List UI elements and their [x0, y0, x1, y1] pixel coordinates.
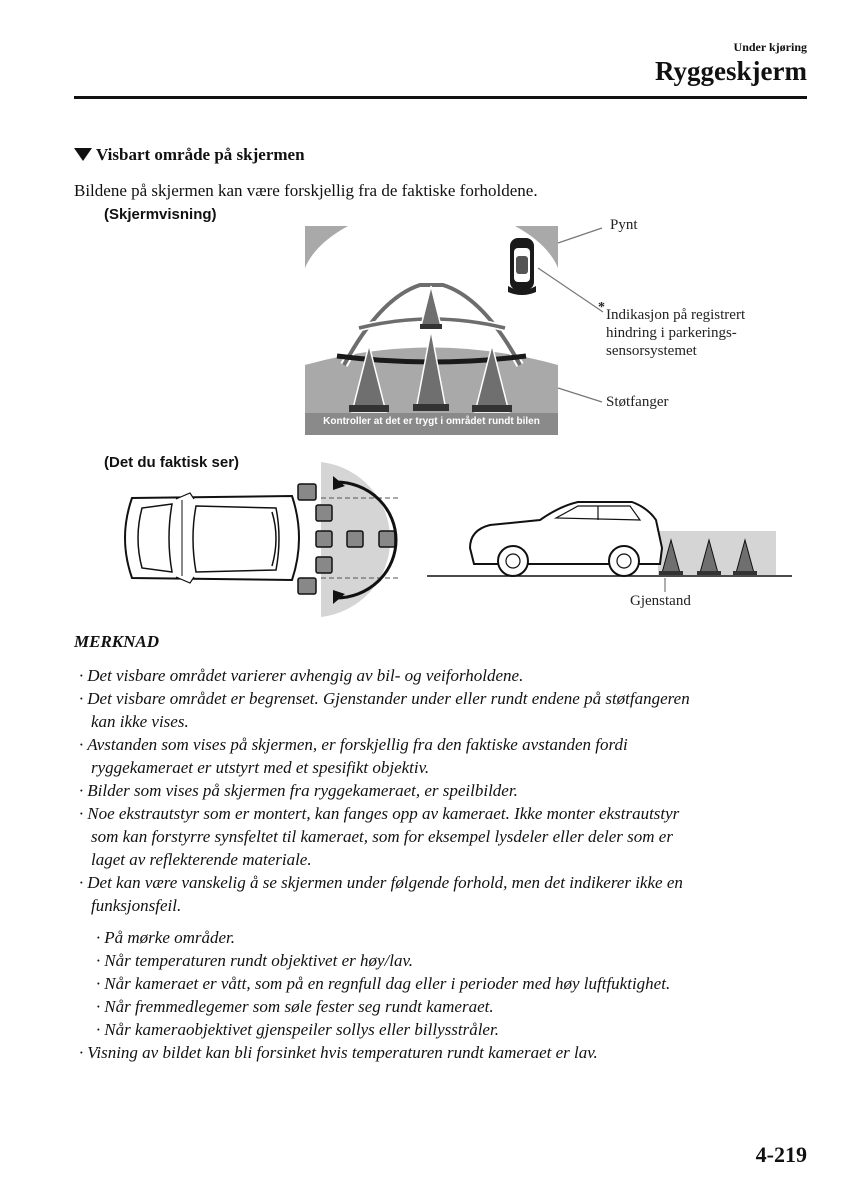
notes-list: [74, 664, 814, 1064]
bullet-marker: ·: [79, 804, 84, 823]
side-view-diagram: [427, 502, 792, 592]
intro-text: Bildene på skjermen kan være forskjellig fra de faktiske forholdene.: [74, 181, 538, 200]
asterisk-mark: *: [598, 300, 605, 315]
note-line: laget av reflekterende materiale.: [91, 850, 312, 869]
note-line: Bilder som vises på skjermen fra ryggekameraet, er speilbilder.: [87, 781, 518, 800]
note-line: Når fremmedlegemer som søle fester seg rundt kameraet.: [104, 997, 494, 1016]
bullet-marker: ·: [79, 1043, 84, 1062]
notes-heading: MERKNAD: [74, 632, 160, 651]
note-line: Noe ekstrautstyr som er montert, kan fanges opp av kameraet. Ikke monter ekstrautstyr: [87, 804, 680, 823]
page-title: Ryggeskjerm: [654, 56, 807, 86]
label-gjenstand: Gjenstand: [630, 593, 691, 609]
camera-screen: [305, 226, 603, 435]
note-line: Det visbare området er begrenset. Gjenstander under eller rundt endene på støtfangeren: [87, 689, 690, 708]
chapter-label: Under kjøring: [733, 40, 807, 54]
bullet-marker: ·: [96, 1020, 101, 1039]
bullet-marker: ·: [79, 689, 84, 708]
bullet-marker: ·: [79, 873, 84, 892]
note-line: På mørke områder.: [104, 928, 236, 947]
note-line: Det kan være vanskelig å se skjermen under følgende forhold, men det indikerer ikke en: [87, 873, 683, 892]
top-view-diagram: [125, 462, 400, 617]
note-line: ryggekameraet er utstyrt med et spesifikt objektiv.: [91, 758, 430, 777]
bullet-marker: ·: [79, 735, 84, 754]
screen-message: Kontroller at det er trygt i området rundt bilen: [323, 416, 540, 427]
note-line: funksjonsfeil.: [91, 896, 182, 915]
note-line: kan ikke vises.: [91, 712, 189, 731]
label-stotfanger: Støtfanger: [606, 394, 669, 410]
bullet-marker: ·: [96, 951, 101, 970]
note-subitem: [74, 1018, 814, 1041]
label-indication-line-2: hindring i parkerings-: [606, 325, 737, 341]
note-line: som kan forstyrre synsfeltet til kameraet, som for eksempel lysdeler eller deler som er: [91, 827, 673, 846]
note-subitem: [74, 995, 814, 1018]
bullet-marker: ·: [79, 781, 84, 800]
note-line: Når kameraobjektivet gjenspeiler sollys eller billysstråler.: [104, 1020, 499, 1039]
note-item: [74, 802, 814, 871]
note-subitem: [74, 926, 814, 949]
note-line: Det visbare området varierer avhengig av bil- og veiforholdene.: [87, 666, 524, 685]
note-item: [74, 779, 814, 802]
label-indication-line-3: sensorsystemet: [606, 343, 697, 359]
bullet-marker: ·: [96, 928, 101, 947]
note-line: Når temperaturen rundt objektivet er høy/lav.: [104, 951, 414, 970]
label-pynt: Pynt: [610, 217, 638, 233]
note-line: Når kameraet er vått, som på en regnfull dag eller i perioder med høy luftfuktighet.: [104, 974, 671, 993]
car-top-view: [125, 493, 299, 583]
note-item: [74, 687, 814, 733]
bullet-marker: ·: [96, 974, 101, 993]
section-title-text: Visbart område på skjermen: [96, 145, 305, 164]
note-subitem: [74, 972, 814, 995]
label-indication-line-1: Indikasjon på registrert: [606, 307, 746, 323]
bullet-marker: ·: [96, 997, 101, 1016]
note-line: Avstanden som vises på skjermen, er forskjellig fra den faktiske avstanden fordi: [87, 735, 628, 754]
note-subitem: [74, 949, 814, 972]
note-item: [74, 1041, 814, 1064]
car-side-view: [470, 502, 662, 576]
note-item: [74, 871, 814, 917]
note-item: [74, 664, 814, 687]
figure1-caption: (Skjermvisning): [104, 206, 217, 223]
page-number: 4-219: [755, 1142, 807, 1167]
figure2-caption: (Det du faktisk ser): [104, 454, 240, 471]
note-item: [74, 733, 814, 779]
note-line: Visning av bildet kan bli forsinket hvis temperaturen rundt kameraet er lav.: [87, 1043, 598, 1062]
bullet-marker: ·: [79, 666, 84, 685]
